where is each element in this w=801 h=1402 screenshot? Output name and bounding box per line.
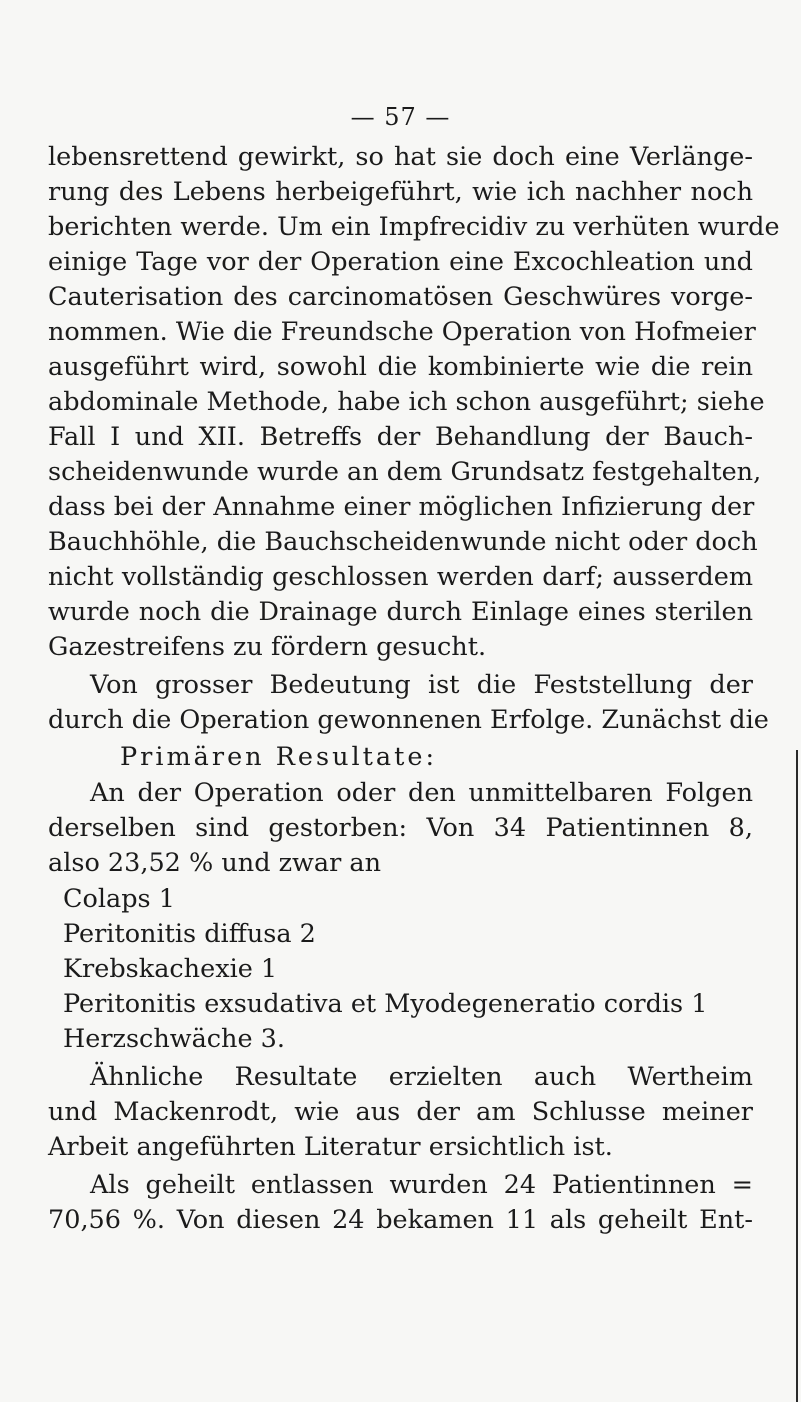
list-item: Peritonitis diffusa 2	[63, 919, 316, 949]
text-line: berichten werde. Um ein Impfrecidiv zu verhüten wurde	[48, 212, 780, 242]
list-item: Colaps 1	[63, 884, 175, 914]
text-line: dass bei der Annahme einer möglichen Infizierung der	[48, 492, 755, 522]
list-item: Krebskachexie 1	[63, 954, 278, 984]
text-line: 70,56 %. Von diesen 24 bekamen 11 als geheilt Ent-	[48, 1205, 753, 1235]
page-number: — 57 —	[350, 103, 451, 131]
text-line: scheidenwunde wurde an dem Grundsatz festgehalten,	[48, 457, 762, 487]
section-heading: Primären Resultate:	[120, 742, 438, 772]
text-line: derselben sind gestorben: Von 34 Patientinnen 8,	[48, 813, 753, 843]
text-line: Als geheilt entlassen wurden 24 Patientinnen =	[90, 1170, 753, 1200]
text-line: nicht vollständig geschlossen werden darf; ausserdem	[48, 562, 753, 592]
text-line: Von grosser Bedeutung ist die Feststellung der	[90, 670, 753, 700]
text-line: Bauchhöhle, die Bauchscheidenwunde nicht oder doch	[48, 527, 758, 557]
text-line: nommen. Wie die Freundsche Operation von Hofmeier	[48, 317, 756, 347]
text-line: Gazestreifens zu fördern gesucht.	[48, 632, 487, 662]
text-line: und Mackenrodt, wie aus der am Schlusse meiner	[48, 1097, 753, 1127]
text-line: An der Operation oder den unmittelbaren Folgen	[90, 778, 753, 808]
text-line: ausgeführt wird, sowohl die kombinierte wie die rein	[48, 352, 753, 382]
text-line: wurde noch die Drainage durch Einlage eines sterilen	[48, 597, 753, 627]
text-line: abdominale Methode, habe ich schon ausgeführt; siehe	[48, 387, 765, 417]
page-edge-divider	[796, 750, 798, 1402]
list-item: Herzschwäche 3.	[63, 1024, 286, 1054]
text-line: einige Tage vor der Operation eine Excochleation und	[48, 247, 753, 277]
text-line: lebensrettend gewirkt, so hat sie doch eine Verlänge-	[48, 142, 753, 172]
list-item: Peritonitis exsudativa et Myodegeneratio cordis 1	[63, 989, 708, 1019]
text-line: rung des Lebens herbeigeführt, wie ich nachher noch	[48, 177, 753, 207]
text-line: Cauterisation des carcinomatösen Geschwüres vorge-	[48, 282, 753, 312]
text-line: Ähnliche Resultate erzielten auch Wertheim	[90, 1062, 753, 1092]
text-line: Fall I und XII. Betreffs der Behandlung der Bauch-	[48, 422, 753, 452]
text-line: Arbeit angeführten Literatur ersichtlich ist.	[48, 1132, 613, 1162]
text-line: durch die Operation gewonnenen Erfolge. Zunächst die	[48, 705, 769, 735]
text-line: also 23,52 % und zwar an	[48, 848, 382, 878]
